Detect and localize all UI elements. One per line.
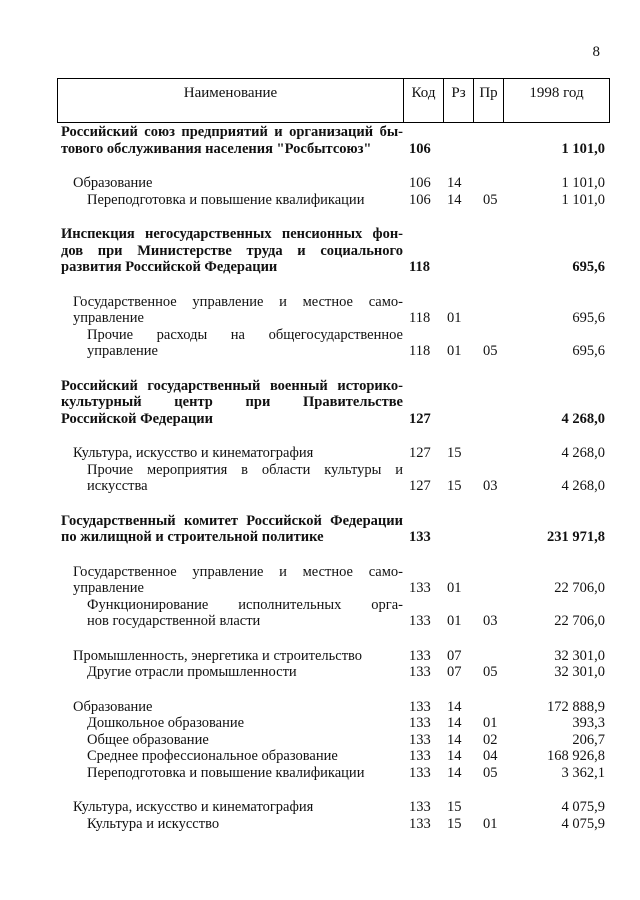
row-code: 127 (409, 410, 431, 427)
row-pr: 01 (483, 815, 498, 832)
row-pr: 05 (483, 764, 498, 781)
row-code: 133 (409, 580, 431, 596)
budget-table-body (57, 124, 609, 832)
row-name-line: Среднее профессиональное образование (87, 748, 338, 764)
row-name-line: Прочие расходы на общегосударственное (87, 326, 403, 343)
table-row (57, 294, 609, 327)
table-row (57, 699, 609, 716)
row-amount: 4 075,9 (561, 815, 605, 832)
row-code: 133 (409, 647, 431, 664)
page-number: 8 (592, 44, 600, 60)
row-code: 133 (409, 748, 431, 764)
row-name (57, 816, 403, 833)
row-pr: 03 (483, 478, 498, 494)
row-name (57, 175, 403, 192)
row-name-line: развития Российской Федерации (61, 259, 278, 275)
spacer (57, 681, 609, 699)
row-name-line: управление (73, 580, 144, 596)
row-amount: 4 075,9 (561, 799, 605, 815)
row-name-line: по жилищной и строительной политике (61, 529, 324, 545)
header-year: 1998 год (504, 79, 610, 123)
row-code: 133 (409, 715, 431, 731)
table-row (57, 462, 609, 495)
row-amount: 393,3 (572, 715, 605, 731)
org-row (57, 124, 609, 157)
row-amount: 4 268,0 (561, 478, 605, 494)
row-name-line: тового обслуживания населения "Росбытсоюз" (61, 140, 372, 157)
row-code: 133 (409, 698, 431, 715)
row-code: 133 (409, 529, 431, 545)
row-name-line: управление (73, 310, 144, 326)
row-name-line: Общее образование (87, 731, 209, 748)
spacer (57, 157, 609, 175)
row-pr: 03 (483, 613, 498, 629)
row-name-line: Культура и искусство (87, 815, 220, 832)
row-rz: 01 (447, 613, 462, 629)
row-code: 127 (409, 478, 431, 494)
table-row (57, 192, 609, 209)
table-row (57, 597, 609, 630)
row-code: 133 (409, 764, 431, 781)
row-name-line: Переподготовка и повышение квалификации (87, 764, 365, 781)
row-name (57, 748, 403, 765)
table-row (57, 445, 609, 462)
row-name (57, 445, 403, 462)
header-rz: Рз (444, 79, 474, 123)
row-amount: 32 301,0 (554, 647, 605, 664)
row-rz: 14 (447, 191, 462, 208)
row-name-line: Переподготовка и повышение квалификации (87, 191, 365, 208)
table-row (57, 664, 609, 681)
spacer (57, 495, 609, 513)
row-name-line: Государственный комитет Российской Федерации (61, 512, 403, 529)
row-name (57, 192, 403, 209)
org-row (57, 513, 609, 546)
row-amount: 22 706,0 (554, 613, 605, 629)
row-pr: 05 (483, 191, 498, 208)
row-name (57, 765, 403, 782)
row-amount: 1 101,0 (561, 191, 605, 208)
row-name-line: Прочие мероприятия в области культуры и (87, 461, 403, 478)
row-name-line: Образование (73, 698, 153, 715)
row-code: 133 (409, 613, 431, 629)
row-name-line: нов государственной власти (87, 613, 261, 629)
org-block (57, 360, 609, 495)
header-code: Код (404, 79, 444, 123)
row-code: 118 (409, 259, 430, 275)
row-code: 133 (409, 799, 431, 815)
row-code: 106 (409, 140, 431, 157)
row-code: 127 (409, 445, 431, 461)
row-name (57, 124, 403, 157)
table-row (57, 715, 609, 732)
row-amount: 4 268,0 (561, 410, 605, 427)
row-amount: 206,7 (572, 731, 605, 748)
row-rz: 15 (447, 445, 462, 461)
row-name (57, 664, 403, 681)
row-rz: 15 (447, 799, 462, 815)
org-row (57, 378, 609, 428)
org-block (57, 208, 609, 360)
row-name (57, 799, 403, 816)
row-code: 133 (409, 815, 431, 832)
table-row (57, 732, 609, 749)
row-name-line: дов при Министерстве труда и социального (61, 242, 403, 259)
spacer (57, 781, 609, 799)
row-amount: 1 101,0 (561, 175, 605, 191)
org-block (57, 124, 609, 208)
table-row (57, 175, 609, 192)
row-name (57, 699, 403, 716)
row-name-line: Дошкольное образование (87, 715, 245, 731)
row-name (57, 564, 403, 597)
row-name-line: Культура, искусство и кинематография (73, 799, 314, 815)
table-row (57, 799, 609, 816)
spacer (57, 427, 609, 445)
row-name (57, 327, 403, 360)
table-row (57, 748, 609, 765)
row-rz: 15 (447, 815, 462, 832)
row-name-line: Образование (73, 175, 153, 191)
row-name-line: Российский союз предприятий и организаций бы- (61, 124, 403, 140)
row-name (57, 715, 403, 732)
row-pr: 05 (483, 664, 498, 680)
row-amount: 172 888,9 (547, 698, 605, 715)
org-block (57, 495, 609, 833)
spacer (57, 208, 609, 226)
row-rz: 01 (447, 310, 462, 326)
row-name-line: Другие отрасли промышленности (87, 664, 297, 680)
row-name (57, 378, 403, 428)
row-rz: 01 (447, 580, 462, 596)
row-name-line: Государственное управление и местное само- (73, 563, 403, 580)
row-pr: 02 (483, 731, 498, 748)
table-row (57, 327, 609, 360)
row-rz: 14 (447, 715, 462, 731)
row-name-line: Инспекция негосударственных пенсионных фон- (61, 226, 403, 242)
row-name-line: Функционирование исполнительных орга- (87, 596, 403, 613)
header-pr: Пр (474, 79, 504, 123)
row-rz: 15 (447, 478, 462, 494)
row-name-line: управление (87, 343, 158, 359)
row-code: 106 (409, 175, 431, 191)
row-rz: 07 (447, 647, 462, 664)
row-name (57, 648, 403, 665)
row-amount: 22 706,0 (554, 580, 605, 596)
spacer (57, 630, 609, 648)
row-amount: 231 971,8 (547, 529, 605, 545)
row-code: 106 (409, 191, 431, 208)
row-name (57, 462, 403, 495)
row-name (57, 597, 403, 630)
row-name-line: культурный центр при Правительстве (61, 394, 403, 410)
row-rz: 14 (447, 731, 462, 748)
row-code: 118 (409, 310, 431, 326)
spacer (57, 546, 609, 564)
row-amount: 3 362,1 (561, 764, 605, 781)
row-rz: 14 (447, 698, 462, 715)
org-row (57, 226, 609, 276)
row-amount: 695,6 (572, 310, 605, 326)
row-amount: 1 101,0 (561, 140, 605, 157)
row-amount: 695,6 (572, 259, 605, 275)
row-code: 118 (409, 343, 431, 359)
row-code: 133 (409, 731, 431, 748)
row-rz: 01 (447, 343, 462, 359)
row-amount: 32 301,0 (554, 664, 605, 680)
row-rz: 07 (447, 664, 462, 680)
row-pr: 01 (483, 715, 498, 731)
spacer (57, 276, 609, 294)
row-rz: 14 (447, 764, 462, 781)
row-name-line: Российский государственный военный историко- (61, 377, 403, 394)
header-name: Наименование (58, 79, 404, 123)
row-name-line: Промышленность, энергетика и строительство (73, 647, 363, 664)
table-row (57, 765, 609, 782)
row-rz: 14 (447, 175, 462, 191)
row-amount: 695,6 (572, 343, 605, 359)
row-pr: 05 (483, 343, 498, 359)
row-amount: 168 926,8 (547, 748, 605, 764)
table-row (57, 564, 609, 597)
row-name-line: искусства (87, 478, 148, 494)
row-name-line: Российской Федерации (61, 410, 214, 427)
row-code: 133 (409, 664, 431, 680)
row-rz: 14 (447, 748, 462, 764)
row-pr: 04 (483, 748, 498, 764)
row-name-line: Государственное управление и местное само- (73, 293, 403, 310)
row-name-line: Культура, искусство и кинематография (73, 445, 314, 461)
table-row (57, 648, 609, 665)
row-name (57, 294, 403, 327)
table-header (57, 78, 610, 123)
row-amount: 4 268,0 (561, 445, 605, 461)
row-name (57, 513, 403, 546)
table-row (57, 816, 609, 833)
row-name (57, 226, 403, 276)
row-name (57, 732, 403, 749)
spacer (57, 360, 609, 378)
